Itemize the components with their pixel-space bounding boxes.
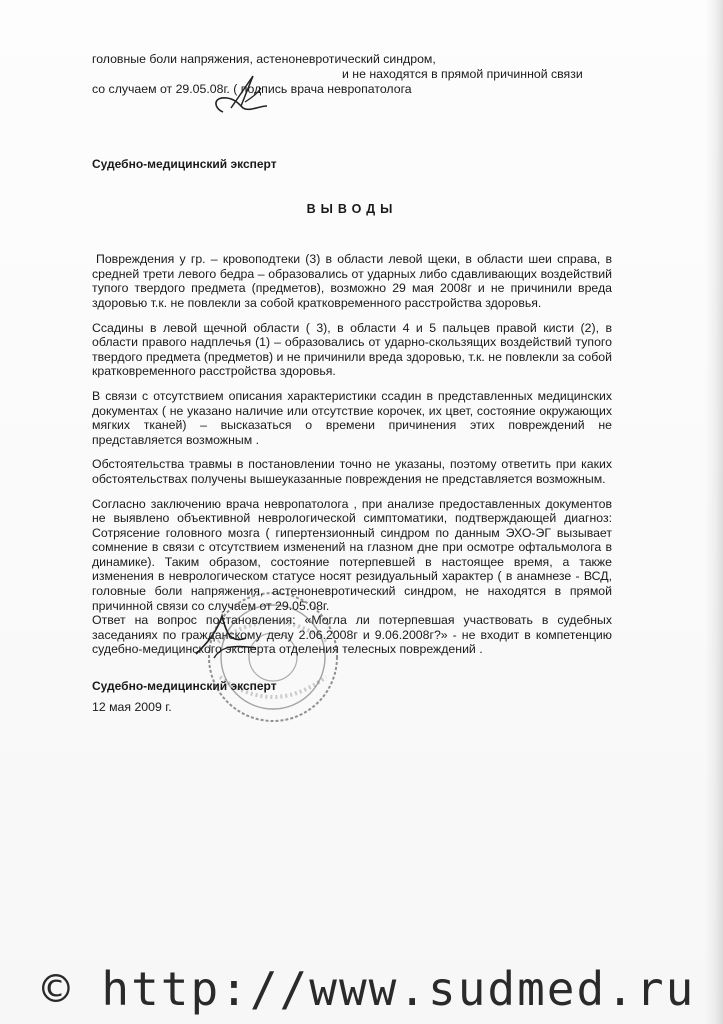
expert-label-top: Судебно-медицинский эксперт <box>92 157 277 171</box>
answer-paragraph: Ответ на вопрос постановления: «Могла ли потерпевшая участвовать в судебных заседаниях по гражданскому делу 2.06.2008г и 9.06.2008г?» - не входит в компетенцию судебно-медицинского эксперта отделения телесных повреждений . <box>92 613 612 657</box>
continuation-line-2: и не находятся в прямой причинной связи <box>342 67 583 81</box>
continuation-line-3: со случаем от 29.05.08г. ( подпись врача невропатолога <box>92 82 412 96</box>
document-body <box>92 52 612 714</box>
section-title: ВЫВОДЫ <box>306 201 398 216</box>
watermark: © http://www.sudmed.ru <box>42 962 696 1016</box>
continuation-block <box>92 52 612 97</box>
continuation-line-1: головные боли напряжения, астеноневротический синдром, <box>92 52 436 66</box>
scan-edge-shadow <box>705 0 723 1024</box>
paragraph-3: В связи с отсутствием описания характеристики ссадин в представленных медицинских документах ( не указано наличие или отсутствие корочек, их цвет, состояние окружающих мягких тканей) – высказаться о времени причинения этих повреждений не представляется возможным . <box>92 388 612 447</box>
signature-top <box>205 68 275 118</box>
paragraph-1: Повреждения у гр. – кровоподтеки (3) в области левой щеки, в области шеи справа, в средней трети левого бедра – образовались от ударных либо сдавливающих воздействий тупого твердого предмета (предметов), возможно 29 мая 2008г и не причинили вреда здоровью т.к. не повлекли за собой кратковременного расстройства здоровья. <box>92 252 612 310</box>
signature-bottom <box>186 604 266 664</box>
document-date: 12 мая 2009 г. <box>92 699 172 714</box>
expert-label-bottom: Судебно-медицинский эксперт <box>92 679 277 694</box>
paragraph-4: Обстоятельства травмы в постановлении точно не указаны, поэтому ответить при каких обстоятельствах получены вышеуказанные повреждения не представляется возможным. <box>92 457 612 486</box>
paragraph-2: Ссадины в левой щечной области ( 3), в области 4 и 5 пальцев правой кисти (2), в области правого надплечья (1) – образовались от ударно-скользящих воздействий тупого твердого предмета (предметов) и не причинили вреда здоровью, т.к. не повлекли за собой кратковременного расстройства здоровья. <box>92 320 612 379</box>
paragraph-5: Согласно заключению врача невропатолога , при анализе предоставленных документов не выявлено объективной неврологической симптоматики, подтверждающей диагноз: Сотрясение головного мозга ( гипертензионный синдром по данным ЭХО-ЭГ вызывает сомнение в связи с отсутствием изменений на глазном дне при осмотре офтальмолога в динамике). Таким образом, состояние потерпевшей в настоящее время, а также изменения в неврологическом статусе носят резидуальный характер ( в анамнезе - ВСД, головные боли напряжения, астеноневротический синдром, не находятся в прямой причинной связи со случаем от 29.05.08г. <box>92 496 612 613</box>
